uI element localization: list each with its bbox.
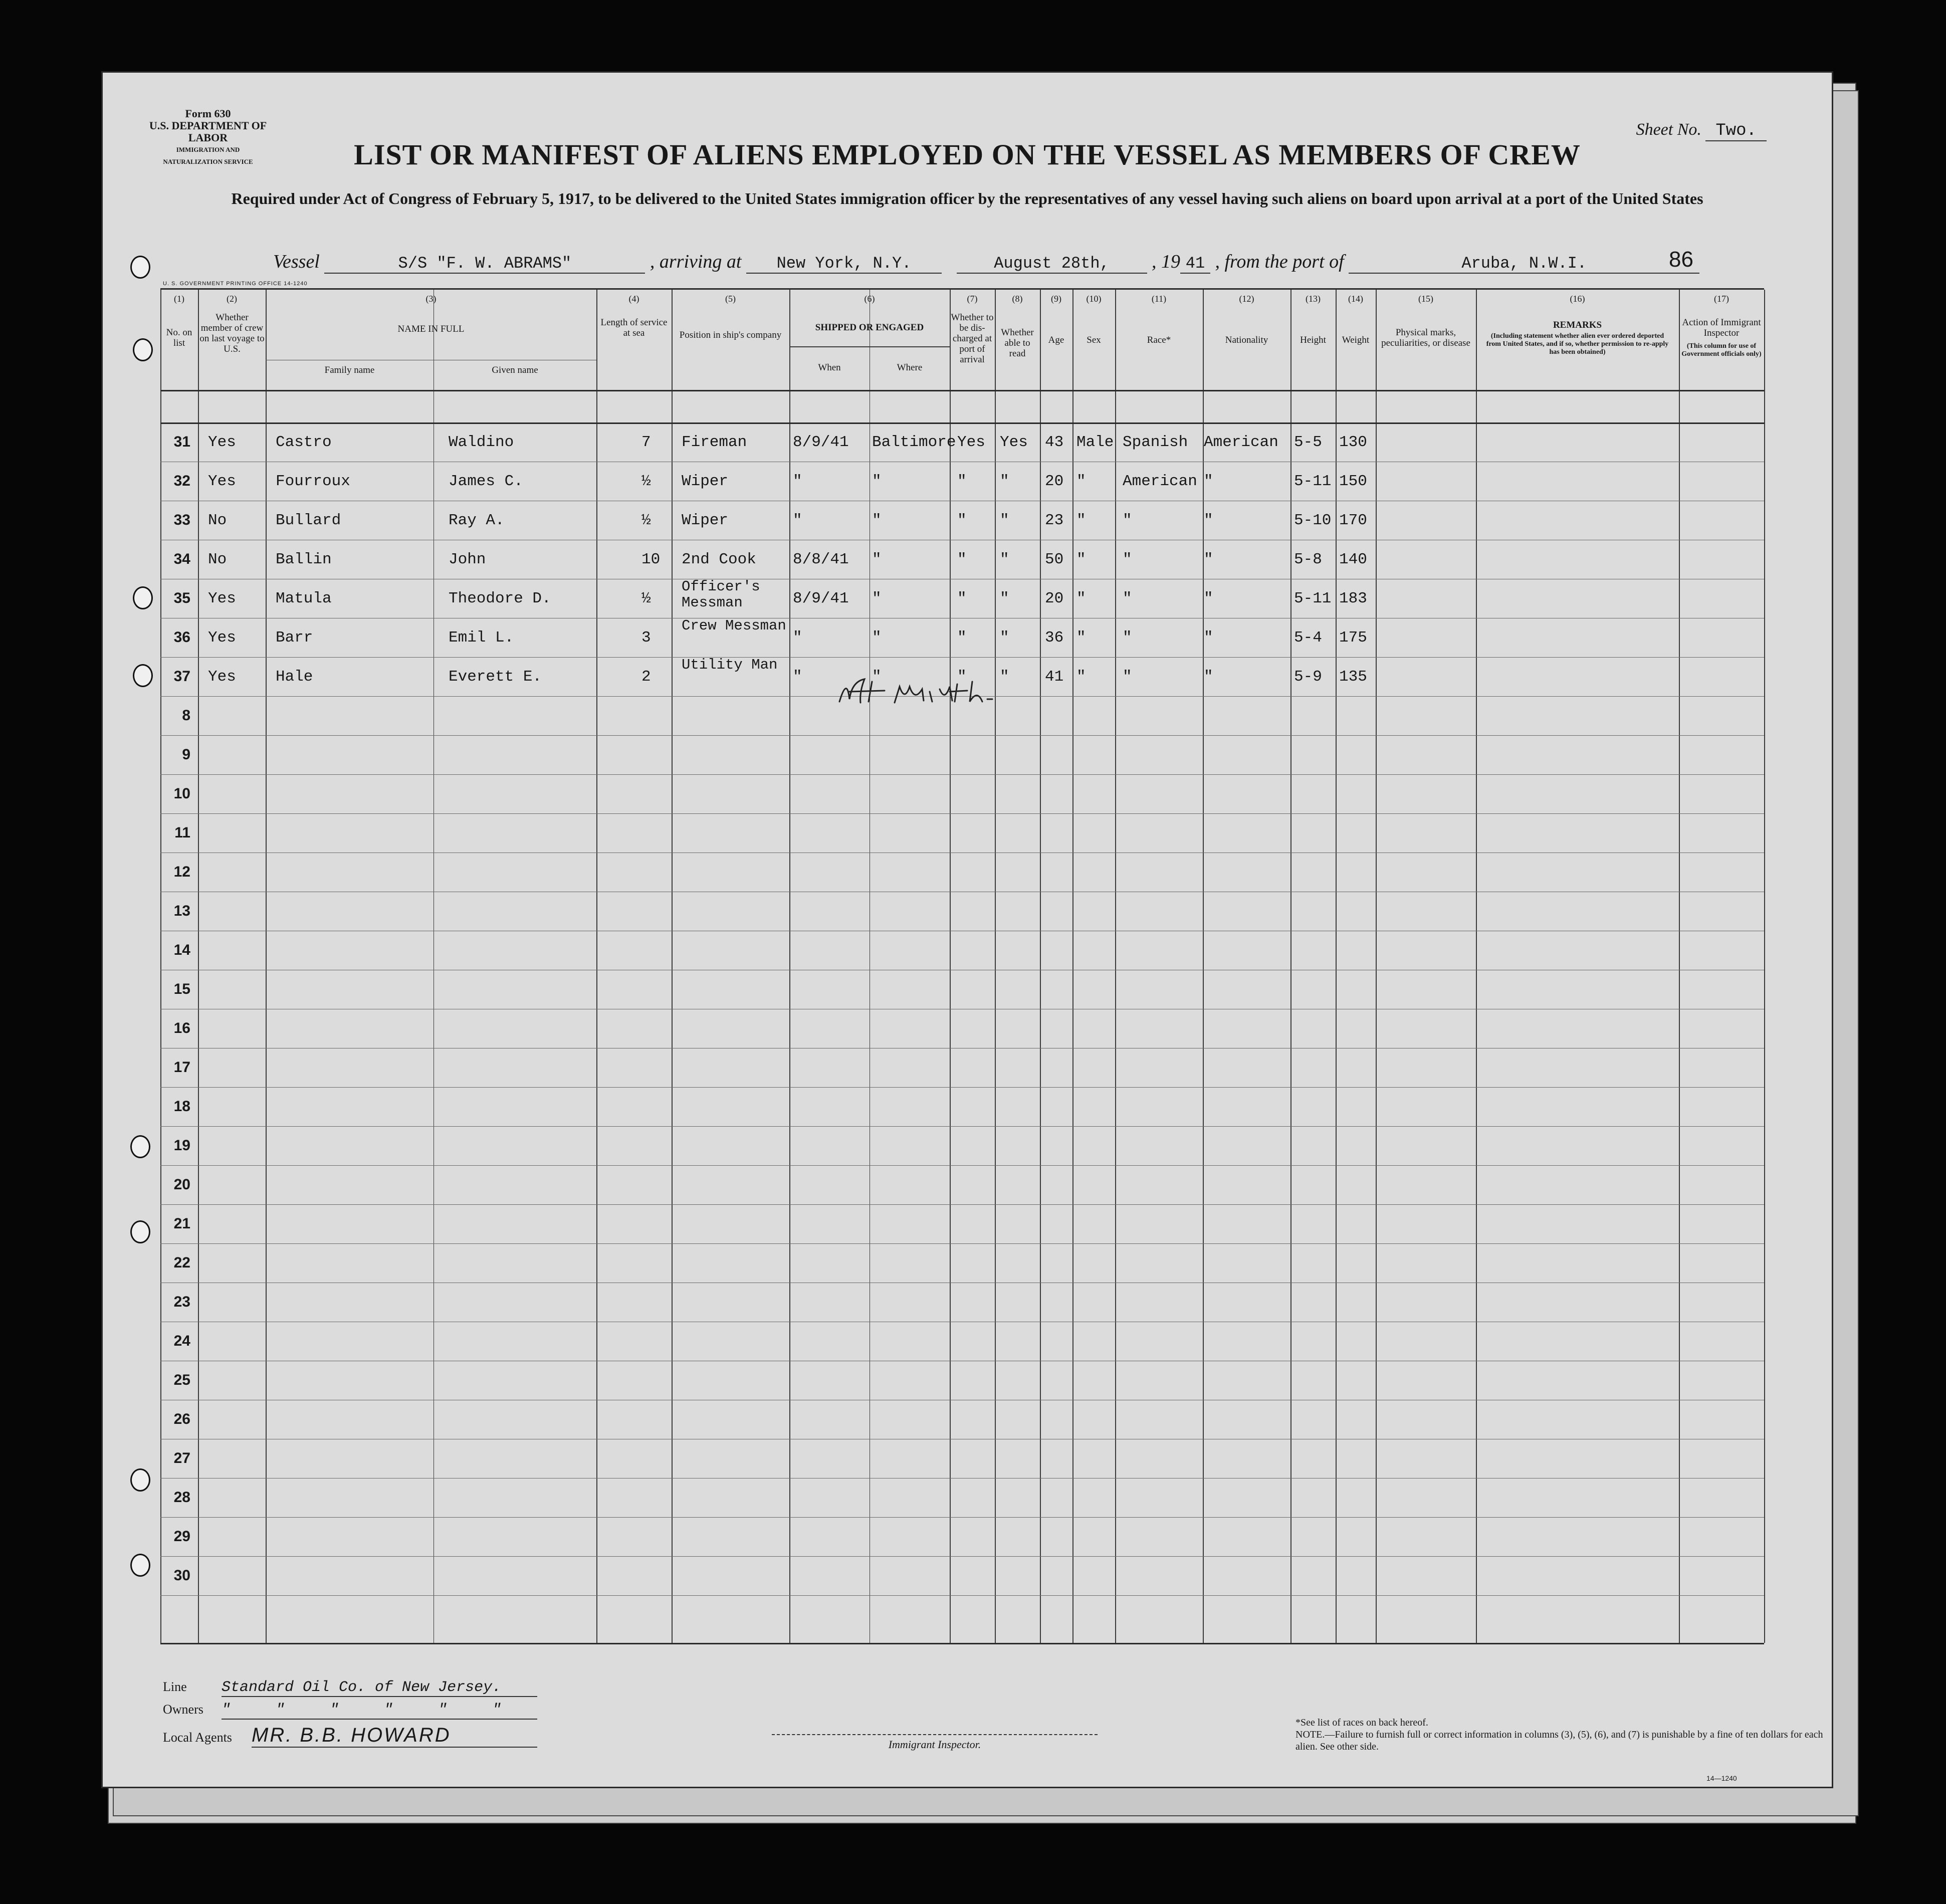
cell-race: Spanish [1123,434,1188,451]
column-number: (17) [1714,294,1729,304]
cell-sex: " [1076,551,1086,568]
cell-family: Bullard [276,512,341,529]
binder-hole [133,338,153,361]
cell-last-voyage: Yes [208,434,236,451]
cell-height: 5-10 [1294,512,1332,529]
column-header-position: Position in ship's company [679,330,782,340]
cell-where: " [872,668,882,686]
cell-read: " [1000,590,1009,607]
vessel-name: S/S "F. W. ABRAMS" [324,254,645,274]
cell-nationality: " [1204,551,1213,568]
cell-when: 8/9/41 [793,590,849,607]
cell-given: Emil L. [449,629,514,647]
column-header-remarks: REMARKS [1553,320,1602,330]
binder-hole [130,256,150,279]
cell-last-voyage: No [208,551,227,568]
agents-value: MR. B.B. HOWARD [252,1724,537,1748]
cell-nationality: " [1204,629,1213,647]
service-name: IMMIGRATION AND NATURALIZATION SERVICE [163,146,253,165]
row-number: 20 [173,1176,190,1193]
cell-last-voyage: No [208,512,227,529]
cell-given: Everett E. [449,668,542,686]
row-number: 24 [173,1333,190,1349]
cell-given: Ray A. [449,512,505,529]
column-number: (14) [1348,294,1363,304]
column-number: (8) [1012,294,1023,304]
cell-when: 8/9/41 [793,434,849,451]
cell-read: " [1000,512,1009,529]
crew-table [160,288,1764,1644]
row-number: 32 [173,473,190,489]
column-header-last-voyage: Whether member of crew on last voyage to U.S. [199,312,265,354]
cell-service: 10 [641,551,661,568]
row-number: 11 [174,824,190,841]
column-number: (5) [725,294,736,304]
cell-last-voyage: Yes [208,668,236,686]
row-number: 16 [173,1020,190,1036]
cell-read: " [1000,629,1009,647]
cell-family: Fourroux [276,473,350,490]
column-header-sex: Sex [1087,335,1101,345]
column-header-read: Whether able to read [1001,327,1034,359]
cell-family: Ballin [276,551,332,568]
cell-weight: 150 [1339,473,1367,490]
cell-when: " [793,629,802,647]
cell-position: Officer's Messman [682,578,760,611]
column-number: (2) [227,294,237,304]
cell-position: Wiper [682,512,729,529]
cell-weight: 175 [1339,629,1367,647]
column-header-shipped: SHIPPED OR ENGAGED [815,322,924,333]
cell-where: " [872,551,882,568]
cell-height: 5-4 [1294,629,1322,647]
column-header-height: Height [1300,335,1326,345]
row-number: 25 [173,1372,190,1388]
row-number: 35 [173,590,190,606]
row-number: 26 [173,1411,190,1427]
column-number: (10) [1086,294,1102,304]
cell-last-voyage: Yes [208,590,236,607]
row-number: 10 [173,785,190,802]
row-number: 9 [182,746,190,763]
cell-when: 8/8/41 [793,551,849,568]
cell-age: 41 [1045,668,1064,686]
cell-race: American [1123,473,1197,490]
footer-note [1295,1717,1832,1753]
cell-age: 43 [1045,434,1064,451]
row-number: 31 [173,434,190,450]
row-number: 8 [182,707,190,724]
binder-hole [130,1554,150,1577]
cell-read: Yes [1000,434,1028,451]
cell-age: 20 [1045,590,1064,607]
line-field [163,1679,537,1697]
cell-position: Crew Messman [682,617,786,634]
cell-nationality: " [1204,590,1213,607]
form-number: Form 630 [185,107,231,120]
column-header-nationality: Nationality [1225,335,1268,345]
cell-given: John [449,551,486,568]
column-header-discharged: Whether to be dis-charged at port of arrival [951,312,994,365]
agents-label: Local Agents [163,1730,232,1745]
column-header-family-name: Family name [324,365,375,375]
inspector-signature [829,672,1010,712]
cell-position: 2nd Cook [682,551,756,568]
line-label: Line [163,1679,187,1694]
cell-family: Hale [276,668,313,686]
row-number: 15 [173,981,190,997]
column-header-action: Action of Immigrant Inspector [1682,317,1761,338]
cell-age: 20 [1045,473,1064,490]
cell-discharged: " [957,590,967,607]
cell-height: 5-5 [1294,434,1322,451]
cell-last-voyage: Yes [208,473,236,490]
column-header-age: Age [1048,335,1064,345]
cell-given: Waldino [449,434,514,451]
column-number: (4) [628,294,639,304]
cell-nationality: " [1204,668,1213,686]
row-number: 12 [173,864,190,880]
cell-height: 5-11 [1294,590,1332,607]
cell-given: Theodore D. [449,590,551,607]
manifest-sheet [103,73,1832,1787]
cell-weight: 140 [1339,551,1367,568]
cell-discharged: " [957,668,967,686]
column-header-physical-marks: Physical marks, peculiarities, or disease [1381,327,1470,348]
row-number: 14 [173,942,190,958]
cell-service: 3 [641,629,651,647]
row-number: 13 [173,903,190,919]
cell-family: Barr [276,629,313,647]
cell-race: " [1123,551,1132,568]
column-header-given-name: Given name [492,365,538,375]
vessel-label: Vessel [273,251,320,272]
cell-position: Wiper [682,473,729,490]
row-number: 17 [173,1059,190,1076]
cell-family: Matula [276,590,332,607]
column-number: (7) [967,294,978,304]
cell-discharged: " [957,473,967,490]
cell-sex: " [1076,668,1086,686]
arriving-label: , arriving at [650,251,742,272]
cell-age: 23 [1045,512,1064,529]
cell-height: 5-9 [1294,668,1322,686]
column-header-name: NAME IN FULL [397,324,465,334]
cell-race: " [1123,629,1132,647]
year-prefix: , 19 [1152,251,1180,272]
column-number: (11) [1151,294,1167,304]
binder-hole [133,586,153,609]
agents-field [163,1724,537,1748]
column-note-remarks: (Including statement whether alien ever ordered deported from United States, and if so, whether permission to re-apply has been obtained) [1486,332,1669,356]
owners-field [163,1702,537,1720]
column-number: (15) [1418,294,1433,304]
cell-service: 2 [641,668,651,686]
cell-service: ½ [641,473,651,490]
column-number: (3) [425,294,437,304]
column-header-race: Race* [1147,335,1171,345]
cell-weight: 170 [1339,512,1367,529]
cell-family: Castro [276,434,332,451]
row-number: 23 [173,1294,190,1310]
column-note-action: (This column for use of Government officials only) [1681,342,1762,358]
cell-given: James C. [449,473,523,490]
binder-hole [130,1135,150,1158]
cell-service: 7 [641,434,651,451]
owners-label: Owners [163,1702,203,1717]
cell-last-voyage: Yes [208,629,236,647]
cell-nationality: " [1204,473,1213,490]
cell-where: " [872,590,882,607]
cell-read: " [1000,551,1009,568]
cell-service: ½ [641,512,651,529]
form-code: 14—1240 [1706,1774,1737,1782]
binder-hole [133,664,153,687]
row-number: 18 [173,1098,190,1115]
sheet-number-label: Sheet No. [1636,120,1701,139]
page-number: 86 [1669,247,1693,272]
cell-where: " [872,629,882,647]
column-number: (12) [1239,294,1254,304]
row-number: 28 [173,1489,190,1506]
column-header-where: Where [897,362,923,373]
column-header-no: No. on list [166,327,192,348]
arrival-port: New York, N.Y. [746,254,942,274]
cell-where: " [872,473,882,490]
printing-office-note: U. S. GOVERNMENT PRINTING OFFICE 14-1240 [163,281,308,287]
from-port-label: , from the port of [1215,251,1344,272]
owners-value: " " " " " " [222,1702,537,1720]
row-number: 33 [173,512,190,528]
cell-sex: " [1076,473,1086,490]
cell-service: ½ [641,590,651,607]
row-number: 21 [173,1215,190,1232]
cell-sex: " [1076,629,1086,647]
column-header-when: When [818,362,841,373]
vessel-line [273,251,1699,274]
penalty-note: NOTE.—Failure to furnish full or correct information in columns (3), (5), (6), and (7) is punishable by a fine of ten dollars for each alien. See other side. [1295,1729,1823,1752]
cell-race: " [1123,512,1132,529]
cell-discharged: " [957,512,967,529]
arrival-year: 41 [1180,254,1210,274]
page-subtitle: Required under Act of Congress of February 5, 1917, to be delivered to the United States immigration officer by the representatives of any vessel having such aliens on board upon arrival at a port of the United States [231,189,1703,207]
row-number: 34 [173,551,190,567]
row-number: 30 [173,1567,190,1584]
row-number: 37 [173,668,190,685]
cell-height: 5-11 [1294,473,1332,490]
cell-weight: 183 [1339,590,1367,607]
cell-when: " [793,473,802,490]
cell-where: " [872,512,882,529]
line-value: Standard Oil Co. of New Jersey. [222,1679,537,1697]
cell-race: " [1123,668,1132,686]
cell-nationality: " [1204,512,1213,529]
column-number: (13) [1306,294,1321,304]
cell-weight: 130 [1339,434,1367,451]
cell-discharged: Yes [957,434,985,451]
cell-sex: Male [1076,434,1114,451]
cell-race: " [1123,590,1132,607]
immigrant-inspector-line: Immigrant Inspector. [772,1734,1098,1751]
row-number: 27 [173,1450,190,1466]
cell-read: " [1000,473,1009,490]
cell-position: Utility Man [682,657,778,673]
row-number: 29 [173,1528,190,1545]
cell-discharged: " [957,551,967,568]
cell-height: 5-8 [1294,551,1322,568]
cell-sex: " [1076,590,1086,607]
race-note: *See list of races on back hereof. [1295,1717,1428,1728]
row-number: 22 [173,1254,190,1271]
cell-nationality: American [1204,434,1278,451]
cell-age: 36 [1045,629,1064,647]
cell-where: Baltimore [872,434,956,451]
cell-when: " [793,512,802,529]
binder-hole [130,1220,150,1243]
from-port: Aruba, N.W.I. [1349,254,1699,274]
column-number: (6) [864,294,875,304]
cell-read: " [1000,668,1009,686]
arrival-date: August 28th, [957,254,1147,274]
column-number: (9) [1051,294,1061,304]
column-header-weight: Weight [1342,335,1370,345]
cell-when: " [793,668,802,686]
row-number: 19 [173,1137,190,1154]
column-number: (1) [174,294,184,304]
column-number: (16) [1570,294,1585,304]
cell-position: Fireman [682,434,747,451]
department-name: U.S. DEPARTMENT OF LABOR [149,119,267,144]
binder-hole [130,1468,150,1492]
sheet-number [1636,120,1767,140]
sheet-number-value: Two. [1705,121,1767,141]
cell-discharged: " [957,629,967,647]
column-header-service: Length of service at sea [600,317,668,338]
row-number: 36 [173,629,190,646]
cell-weight: 135 [1339,668,1367,686]
cell-sex: " [1076,512,1086,529]
page-title: LIST OR MANIFEST OF ALIENS EMPLOYED ON THE VESSEL AS MEMBERS OF CREW [354,138,1581,171]
cell-age: 50 [1045,551,1064,568]
